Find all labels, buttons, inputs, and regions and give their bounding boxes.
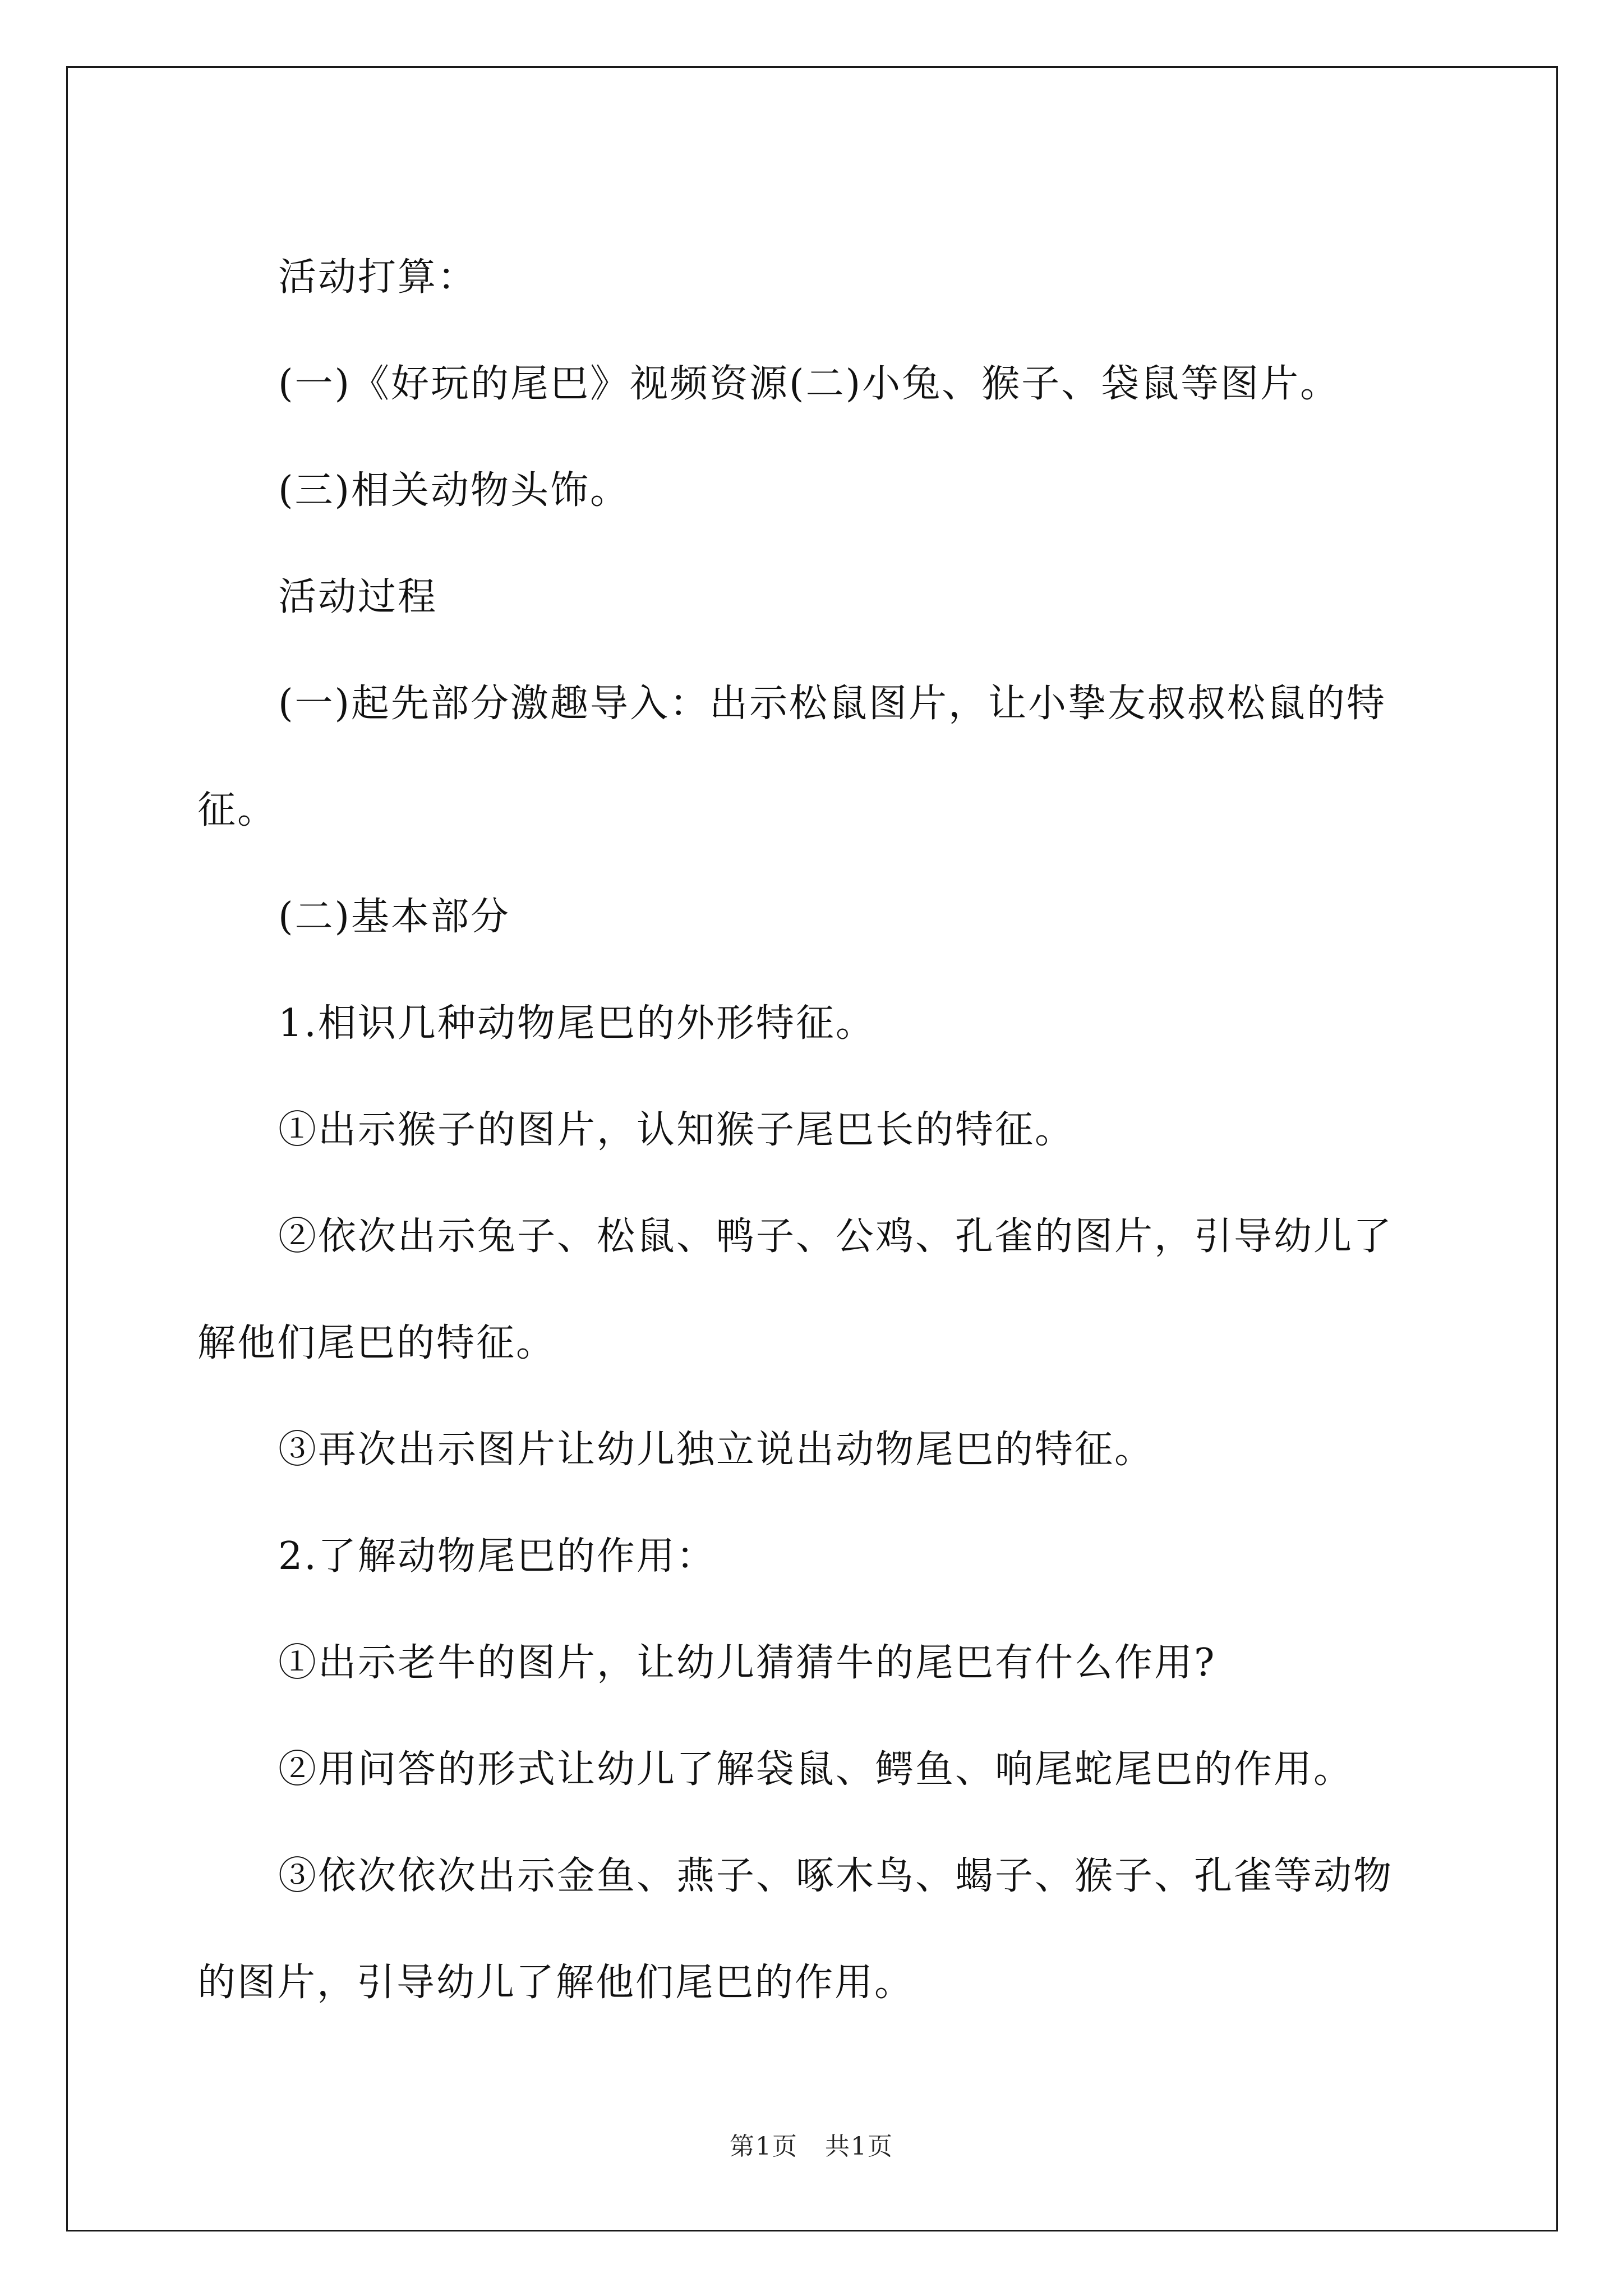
paragraph-step-2-c-line-1: ③依次依次出示金鱼、燕子、啄木鸟、蝎子、猴子、孔雀等动物: [278, 1854, 1394, 1898]
paragraph-activity-prep-heading: 活动打算：: [278, 255, 478, 300]
paragraph-step-1-c: ③再次出示图片让幼儿独立说出动物尾巴的特征。: [278, 1428, 1155, 1472]
paragraph-step-2: 2.了解动物尾巴的作用：: [278, 1534, 716, 1579]
paragraph-intro-line-1: (一)起先部分激趣导入：出示松鼠图片，让小挚友叔叔松鼠的特: [278, 682, 1387, 726]
paragraph-prep-item-3: (三)相关动物头饰。: [278, 468, 630, 513]
paragraph-step-1-b-line-1: ②依次出示兔子、松鼠、鸭子、公鸡、孔雀的图片，引导幼儿了: [278, 1214, 1394, 1259]
paragraph-step-1-b-line-2: 解他们尾巴的特征。: [197, 1321, 556, 1365]
page-number-footer: 第1页 共1页: [730, 2132, 893, 2161]
paragraph-step-1-a: ①出示猴子的图片，认知猴子尾巴长的特征。: [278, 1108, 1075, 1152]
paragraph-intro-line-2: 征。: [197, 788, 278, 832]
paragraph-step-2-c-line-2: 的图片，引导幼儿了解他们尾巴的作用。: [197, 1961, 915, 2005]
paragraph-step-2-b: ②用问答的形式让幼儿了解袋鼠、鳄鱼、响尾蛇尾巴的作用。: [278, 1747, 1354, 1792]
paragraph-step-1: 1.相识几种动物尾巴的外形特征。: [278, 1001, 875, 1046]
paragraph-step-2-a: ①出示老牛的图片，让幼儿猜猜牛的尾巴有什么作用?: [278, 1641, 1216, 1685]
document-body: [197, 224, 1431, 2036]
paragraph-prep-item-1-2: (一)《好玩的尾巴》视频资源(二)小兔、猴子、袋鼠等图片。: [278, 362, 1340, 406]
paragraph-process-heading: 活动过程: [278, 575, 438, 619]
paragraph-basic-section-heading: (二)基本部分: [278, 895, 511, 939]
